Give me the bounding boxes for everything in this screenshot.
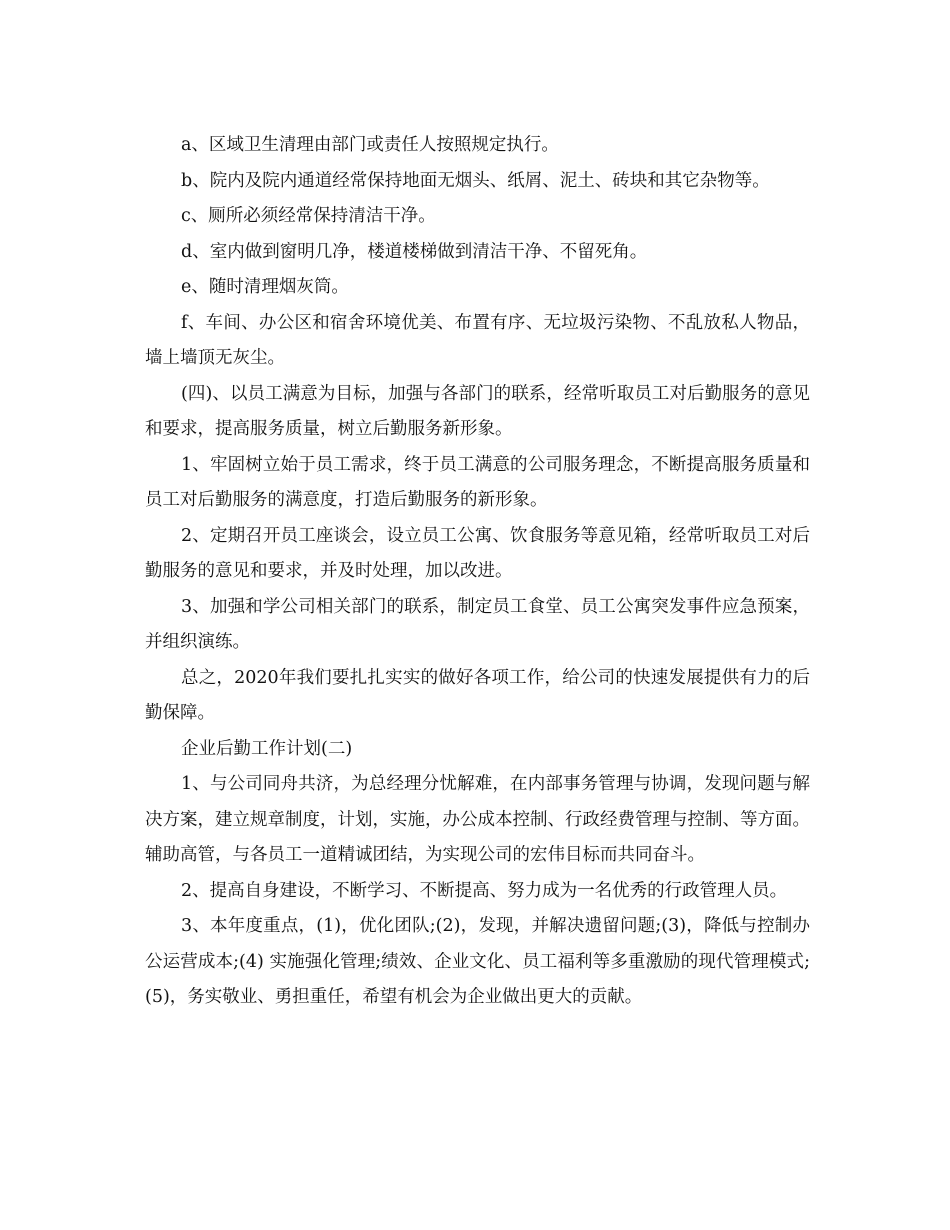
section-heading: 企业后勤工作计划(二) (181, 738, 353, 759)
paragraph: a、区域卫生清理由部门或责任人按照规定执行。 (181, 135, 559, 155)
paragraph: 2、定期召开员工座谈会，设立员工公寓、饮食服务等意见箱，经常听取员工对后勤服务的意见和要求，并及时处理，加以改进。 (145, 525, 810, 581)
paragraph: 总之，2020年我们要扎扎实实的做好各项工作，给公司的快速发展提供有力的后勤保障。 (145, 667, 810, 723)
paragraph: b、院内及院内通道经常保持地面无烟头、纸屑、泥土、砖块和其它杂物等。 (181, 170, 770, 191)
paragraph: 3、加强和学公司相关部门的联系，制定员工食堂、员工公寓突发事件应急预案，并组织演练。 (145, 596, 810, 652)
document-body (145, 128, 810, 1016)
paragraph: 3、本年度重点，(1)，优化团队;(2)，发现，并解决遗留问题;(3)，降低与控制办公运营成本;(4) 实施强化管理;绩效、企业文化、员工福利等多重激励的现代管理模式;(5)，务实敬业、勇担重任，希望有机会为企业做出更大的贡献。 (145, 916, 810, 1007)
paragraph: 2、提高自身建设，不断学习、不断提高、努力成为一名优秀的行政管理人员。 (181, 880, 788, 901)
paragraph: c、厕所必须经常保持清洁干净。 (181, 206, 436, 226)
paragraph: d、室内做到窗明几净，楼道楼梯做到清洁干净、不留死角。 (181, 241, 648, 262)
paragraph: 1、牢固树立始于员工需求，终于员工满意的公司服务理念，不断提高服务质量和员工对后勤服务的满意度，打造后勤服务的新形象。 (145, 454, 810, 510)
paragraph: (四)、以员工满意为目标，加强与各部门的联系，经常听取员工对后勤服务的意见和要求，提高服务质量，树立后勤服务新形象。 (145, 383, 810, 439)
paragraph: 1、与公司同舟共济，为总经理分忧解难，在内部事务管理与协调，发现问题与解决方案，建立规章制度，计划，实施，办公成本控制、行政经费管理与控制、等方面。辅助高管，与各员工一道精诚团结，为实现公司的宏伟目标而共同奋斗。 (145, 774, 810, 865)
paragraph: e、随时清理烟灰筒。 (181, 277, 349, 297)
paragraph: f、车间、办公区和宿舍环境优美、布置有序、无垃圾污染物、不乱放私人物品，墙上墙顶无灰尘。 (145, 312, 810, 368)
